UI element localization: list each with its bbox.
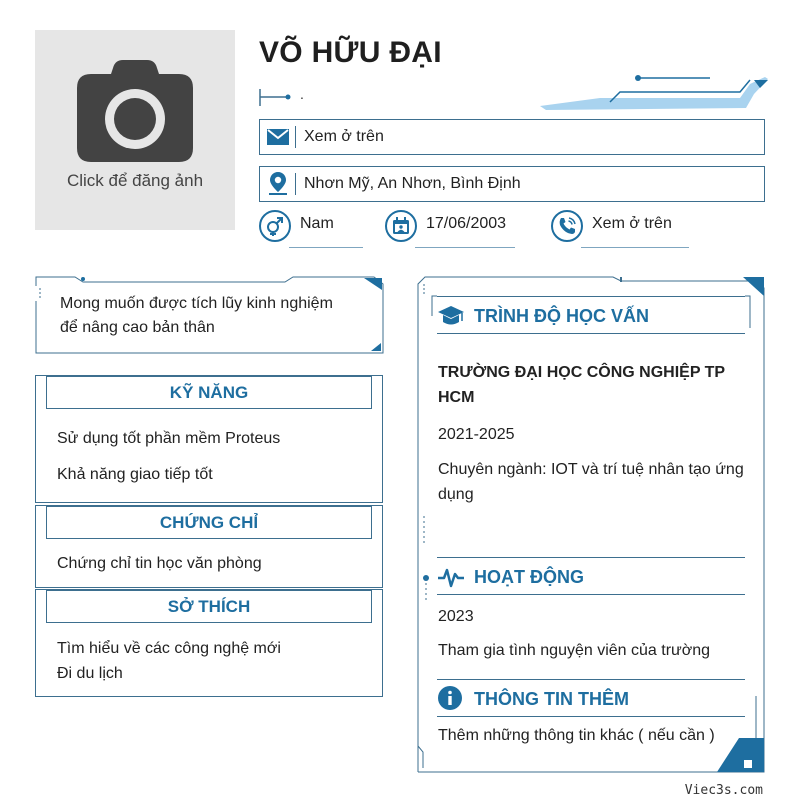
skill-item: Khả năng giao tiếp tốt	[57, 466, 213, 483]
email-value: Xem ở trên	[304, 128, 384, 145]
objective-text	[60, 292, 370, 340]
additional-info-text[interactable]: Thêm những thông tin khác ( nếu cần )	[438, 727, 715, 744]
skills-heading: KỸ NĂNG	[46, 376, 372, 409]
pulse-icon	[437, 566, 465, 588]
hobbies-heading: SỞ THÍCH	[46, 590, 372, 623]
dob-value: 17/06/2003	[426, 215, 507, 232]
education-heading	[437, 296, 745, 334]
envelope-icon	[260, 126, 296, 148]
additional-info-title: THÔNG TIN THÊM	[474, 689, 629, 709]
info-icon	[437, 685, 463, 711]
objective-line-1: Mong muốn được tích lũy kinh nghiệm	[60, 295, 333, 312]
career-objective[interactable]	[35, 276, 384, 354]
profile-photo-upload[interactable]	[35, 30, 235, 230]
right-panel	[417, 276, 765, 773]
email-row[interactable]	[259, 119, 765, 155]
certificate-item: Chứng chỉ tin học văn phòng	[57, 555, 262, 572]
hobbies-section[interactable]	[35, 589, 383, 697]
phone-icon	[551, 210, 583, 242]
certificates-heading: CHỨNG CHỈ	[46, 506, 372, 539]
study-period[interactable]: 2021-2025	[438, 426, 515, 443]
candidate-name[interactable]: VÕ HỮU ĐẠI	[259, 36, 442, 69]
additional-info-heading	[437, 679, 745, 717]
dob-underline	[415, 247, 515, 248]
certificates-section[interactable]	[35, 505, 383, 588]
skills-section[interactable]	[35, 375, 383, 503]
position-title[interactable]: .	[300, 86, 304, 102]
phone-value: Xem ở trên	[592, 215, 672, 232]
tech-decoration	[540, 74, 770, 114]
address-row[interactable]	[259, 166, 765, 202]
graduation-cap-icon	[437, 305, 465, 327]
objective-line-2: để nâng cao bản thân	[60, 319, 215, 336]
activities-title: HOẠT ĐỘNG	[474, 567, 584, 587]
gender-value: Nam	[300, 215, 334, 232]
activities-heading	[437, 557, 745, 595]
gender-icon	[259, 210, 291, 242]
hobby-item: Tìm hiểu về các công nghệ mới	[57, 640, 281, 657]
activity-description[interactable]: Tham gia tình nguyện viên của trường	[438, 642, 711, 659]
school-name[interactable]: TRƯỜNG ĐẠI HỌC CÔNG NGHIỆP TP HCM	[438, 364, 725, 406]
phone-underline	[581, 247, 689, 248]
camera-icon	[75, 58, 195, 164]
activity-year[interactable]: 2023	[438, 608, 474, 625]
position-marker	[259, 88, 295, 108]
map-pin-icon	[260, 173, 296, 195]
skill-item: Sử dụng tốt phần mềm Proteus	[57, 430, 281, 447]
major[interactable]: Chuyên ngành: IOT và trí tuệ nhân tạo ứng dụng	[438, 461, 744, 503]
watermark: Viec3s.com	[684, 783, 763, 798]
photo-upload-label: Click để đăng ảnh	[66, 171, 204, 190]
calendar-icon	[385, 210, 417, 242]
address-value: Nhơn Mỹ, An Nhơn, Bình Định	[304, 175, 521, 192]
gender-underline	[289, 247, 363, 248]
hobby-item: Đi du lịch	[57, 665, 123, 682]
education-title: TRÌNH ĐỘ HỌC VẤN	[474, 306, 649, 326]
